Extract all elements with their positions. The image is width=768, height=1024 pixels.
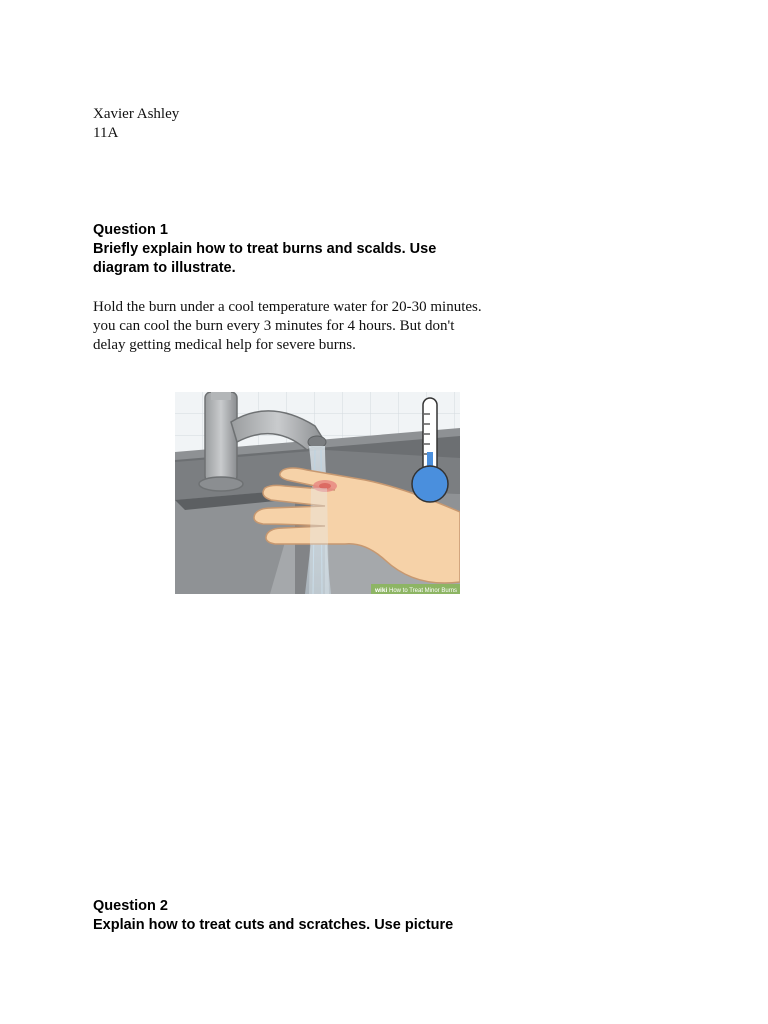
- question-2-label: Question 2: [93, 898, 168, 914]
- watermark-text: How to Treat Minor Burns: [389, 588, 458, 594]
- image-watermark: [371, 584, 460, 594]
- question-1-prompt-line-2: diagram to illustrate.: [93, 260, 236, 276]
- answer-1-line-1: Hold the burn under a cool temperature water for 20-30 minutes.: [93, 299, 482, 315]
- question-1-prompt-line-1: Briefly explain how to treat burns and scalds. Use: [93, 241, 437, 257]
- watermark-brand: wiki: [375, 587, 388, 594]
- question-1-label: Question 1: [93, 222, 168, 238]
- student-info: [93, 105, 179, 143]
- question-2-prompt-line-1: Explain how to treat cuts and scratches. Use picture: [93, 917, 454, 933]
- question-1-answer: [93, 298, 482, 355]
- student-name: Xavier Ashley: [93, 106, 180, 122]
- student-class: 11A: [93, 125, 119, 141]
- answer-1-line-3: delay getting medical help for severe burns.: [93, 337, 356, 353]
- question-1-heading: [93, 221, 436, 278]
- answer-1-line-2: you can cool the burn every 3 minutes for 4 hours. But don't: [93, 318, 455, 334]
- burn-treatment-illustration: [175, 392, 460, 594]
- question-2-heading: [93, 897, 453, 935]
